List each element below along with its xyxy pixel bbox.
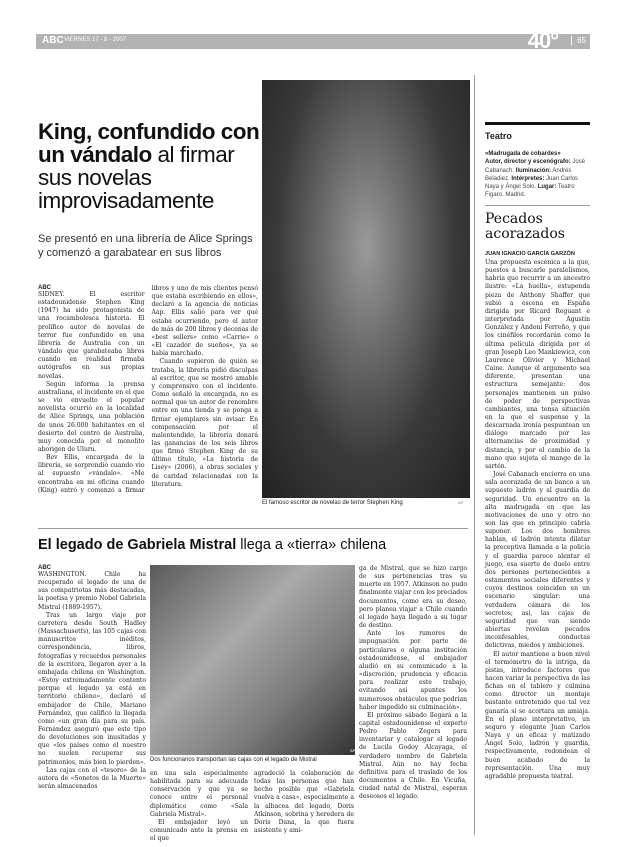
paragraph: Cuando supieron de quién se trataba, la librería pidió disculpas al escritor, que se mostró amable y comprensivo con el incidente. Como señaló la encargada, no es normal que un autor de renombre entre en una tienda y se ponga a firmar ejemplares sin avisar. En compensación por el malentendido, la librería donará las ganancias de los seis libros que firmó Stephen King de su último título, «La historia de Lisey» (2006), a obras sociales y de caridad relacionadas con la literatura. xyxy=(151,358,258,488)
paragraph: agradeció la colaboración de todas las personas que han hecho posible que «Gabriela vuelva a casa», especialmente a la albacea del legado, Doris Atkinson, sobrina y heredera de Doris Dana, la que fuera asistente y ami- xyxy=(254,770,354,835)
paragraph: SIDNEY. El escritor estadounidense Stephen King (1947) ha sido protagonista de una rocambolesca historia. El prolífico autor de novelas de terror fue confundido en una librería de Australia con un vándalo que garabateaba libros cuando en realidad firmaba autógrafos en sus propias novelas. xyxy=(38,291,145,380)
review-title: Pecados acorazados xyxy=(485,211,565,242)
rule xyxy=(485,205,590,206)
photo-credit: AP xyxy=(350,748,356,753)
review-body xyxy=(485,259,590,781)
info-value: José Cabanach. xyxy=(485,159,586,174)
byline: ABC xyxy=(38,285,51,291)
photo-caption: El famoso escritor de novelas de terror Stephen King xyxy=(262,500,403,506)
paragraph: WASHINGTON. Chile ha recuperado el legado de una de sus compatriotas más destacadas, la poetisa y premio Nobel Gabriela Mistral (1889-1957). xyxy=(38,571,146,611)
info-key: Intérpretes: xyxy=(511,175,545,182)
page-number: 65 xyxy=(571,36,586,45)
paragraph: Tras un largo viaje por carretera desde South Hadley (Massachusetts), las 105 cajas con manuscritos inéditos, correspondencia, libros, fotografías y recuerdos personales de la escritora, llegaron ayer a la embajada chilena en Washington. «Estoy extremadamente contento porque el legado ya está en territorio chileno», declaró el embajador de Chile, Mariano Fernández, que calificó la llegada como «un gran día para su país. Fernández aseguró que este tipo de devoluciones son inusitadas y que «los países como el nuestro no suelen recuperar sus patrimonios, más bien lo pierden». xyxy=(38,611,146,766)
paragraph: ga de Mistral, que se hizo cargo de sus pertenencias tras su muerte en 1957. Atkinson no pudo finalmente viajar con los preciados documentos, como era su deseo, pero planea viajar a Chile cuando el legado haya llegado a su lugar de destino. xyxy=(359,565,468,630)
info-value: Andrés Beladiez. xyxy=(485,167,572,182)
review-byline: JUAN IGNACIO GARCÍA GARZÓN xyxy=(485,251,575,257)
paragraph: Las cajas con el «tesoro» de la autora de «Sonetos de la Muerte» serán almacenados xyxy=(38,766,146,791)
rule xyxy=(485,122,590,125)
byline: ABC xyxy=(38,565,51,571)
paragraph: Bev Ellis, encargada de la librería, se sorprendió cuando vio al supuesto «vándalo». «Me encontraba en mi oficina cuando (King) entró y comenzó a firmar libros y uno de mis clientes pensó que estaba escribiendo en ellos», declaró a la agencia de noticias Aap. Ellis salió para ver qué estaba ocurriendo, pero el autor de más de 200 libros y decenas de «best sellers» como «Carrie» o «El cazador de sueños», ya se había marchado. xyxy=(38,285,258,494)
king-body xyxy=(38,285,258,513)
mistral-col1 xyxy=(38,565,146,791)
abc-logo: ABC xyxy=(42,35,64,46)
column-divider xyxy=(474,75,475,835)
paragraph: Ante los rumores de impugnación por parte de particulares o alguna institución estadounidense, el embajador aludió en su comunicado a la «discreción, prudencia y eficacia para realizar este trabajo, evitando así apuntes los numerosos obstáculos que podrían haber impedido su culminación». xyxy=(359,630,467,711)
rule xyxy=(38,528,468,529)
paragraph: El embajador leyó un comunicado ante la prensa en el que xyxy=(150,818,248,843)
headline-rest: al firmar sus novelas improvisadamente xyxy=(38,142,235,213)
issue-date: VIERNES 17 - 8 - 2007 xyxy=(64,37,127,43)
mistral-col4 xyxy=(359,565,467,802)
photo-caption: Dos funcionarios transportan las cajas con el legado de Mistral xyxy=(150,757,350,763)
teatro-label: Teatro xyxy=(485,131,512,141)
paragraph: Según informa la prensa australiana, el incidente en el que se vio envuelto el popular novelista ocurrió en la localidad de Alice Springs, una población de unos 26.000 habitantes en el desierto del centro de Australia, muy conocida por el monolito aborigen de Uluru. xyxy=(38,380,145,453)
paragraph: en una sala especialmente habilitada para su adecuada conservación y que ya se conoce entre el personal diplomático como «Sala Gabriela Mistral». xyxy=(150,770,248,818)
info-key: Lugar: xyxy=(537,184,557,191)
section-name: 40° xyxy=(527,28,558,53)
mistral-photo xyxy=(150,565,355,755)
photo-credit: AP xyxy=(458,500,464,505)
info-value: Juan Carlos Naya y Ángel Solo. xyxy=(485,175,579,191)
king-headline xyxy=(38,120,260,212)
paragraph: José Cabanach encierra en una sala acorazada de un banco a un supuesto ladrón y al guardia de seguridad. Un encuentro en la alta madrugada en que las motivaciones de uno y otro no son las que en principio cabría suponer. Los dos hombres hablan, el ladrón intenta dilatar la preceptiva llamada a la policía y el guardia parece alentar el juego, esa suerte de duelo entre dos personas pertenecientes a estamentos sociales diferentes y cuyos destinos coinciden en un escenario singular: una verdadera cámara de los secretos; así, las cajas de seguridad que van siendo abiertas revelan pecados inconfesables, conductas delictivas, miedos y ambiciones. xyxy=(485,471,590,650)
paragraph: El próximo sábado llegará a la capital estadounidense el experto Pedro Pablo Zegers para inventariar y catalogar el legado de Lucila Godoy Alcayaga, el verdadero nombre de Gabriela Mistral. Aún no hay fecha definitiva para el traslado de los documentos a Chile. En Vicuña, ciudad natal de Mistral, esperan deseosos el legado. xyxy=(359,711,467,801)
headline-bold: El legado de Gabriela Mistral xyxy=(38,537,237,553)
page-header xyxy=(36,28,590,53)
paragraph: Una propuesta escénica a la que, puestos a buscarle paralelismos, habría que recurrir a un ancestro ilustre: «La huella», estupenda pieza de Anthony Shaffer que subió a escena en España dirigida por Ricard Reguant e interpretada por Agustín González y Andoni Ferreño, y que los cinéfilos recordarán como la última película dirigida por el gran Joseph Leo Mankiewicz, con Laurence Olivier y Michael Caine. Aunque el argumento sea diferente, presentan una estructura semejante: dos personajes mantienen un pulso de poder de perspectivas cambiantes, una tensa situación en la que el suspense y la descarnada ironía pespuntean un diálogo marcado por las alternancias de proximidad y distancia, y por el cambio de la mano que sujeta el mango de la sartén. xyxy=(485,259,590,470)
stephen-king-photo xyxy=(262,80,470,498)
king-subtitle: Se presentó en una librería de Alice Springs y comenzó a garabatear en sus libros xyxy=(38,233,253,259)
headline-rest: llega a «tierra» chilena xyxy=(236,537,387,553)
info-value: Teatro Figaro. Madrid. xyxy=(485,184,575,199)
teatro-info xyxy=(485,150,590,200)
headline-bold: King, confundido con un vándalo xyxy=(38,119,260,167)
info-key: Iluminación: xyxy=(515,167,552,174)
paragraph: El autor mantiene a buen nivel el termómetro de la intriga, da pistas, introduce factores que hacen variar la perspectiva de las fichas en el tablero y culmina como director un montaje bastante entretenido que tal vez ganaría si se acortara un amiaja. En el plano interpretativo, un seguro y elegante Juan Carlos Naya y un eficaz y matizado Ángel Solo, ladrón y guardia, respectivamente, redondean el buen acabado de la representación. Una muy agradable propuesta teatral. xyxy=(485,650,590,780)
mistral-col3 xyxy=(254,770,354,835)
info-key: Autor, director y escenógrafo: xyxy=(485,159,571,166)
play-title: «Madrugada de cobardes» xyxy=(485,151,561,157)
mistral-headline xyxy=(38,537,386,553)
king-paragraphs xyxy=(38,285,258,495)
mistral-col2 xyxy=(150,770,248,843)
